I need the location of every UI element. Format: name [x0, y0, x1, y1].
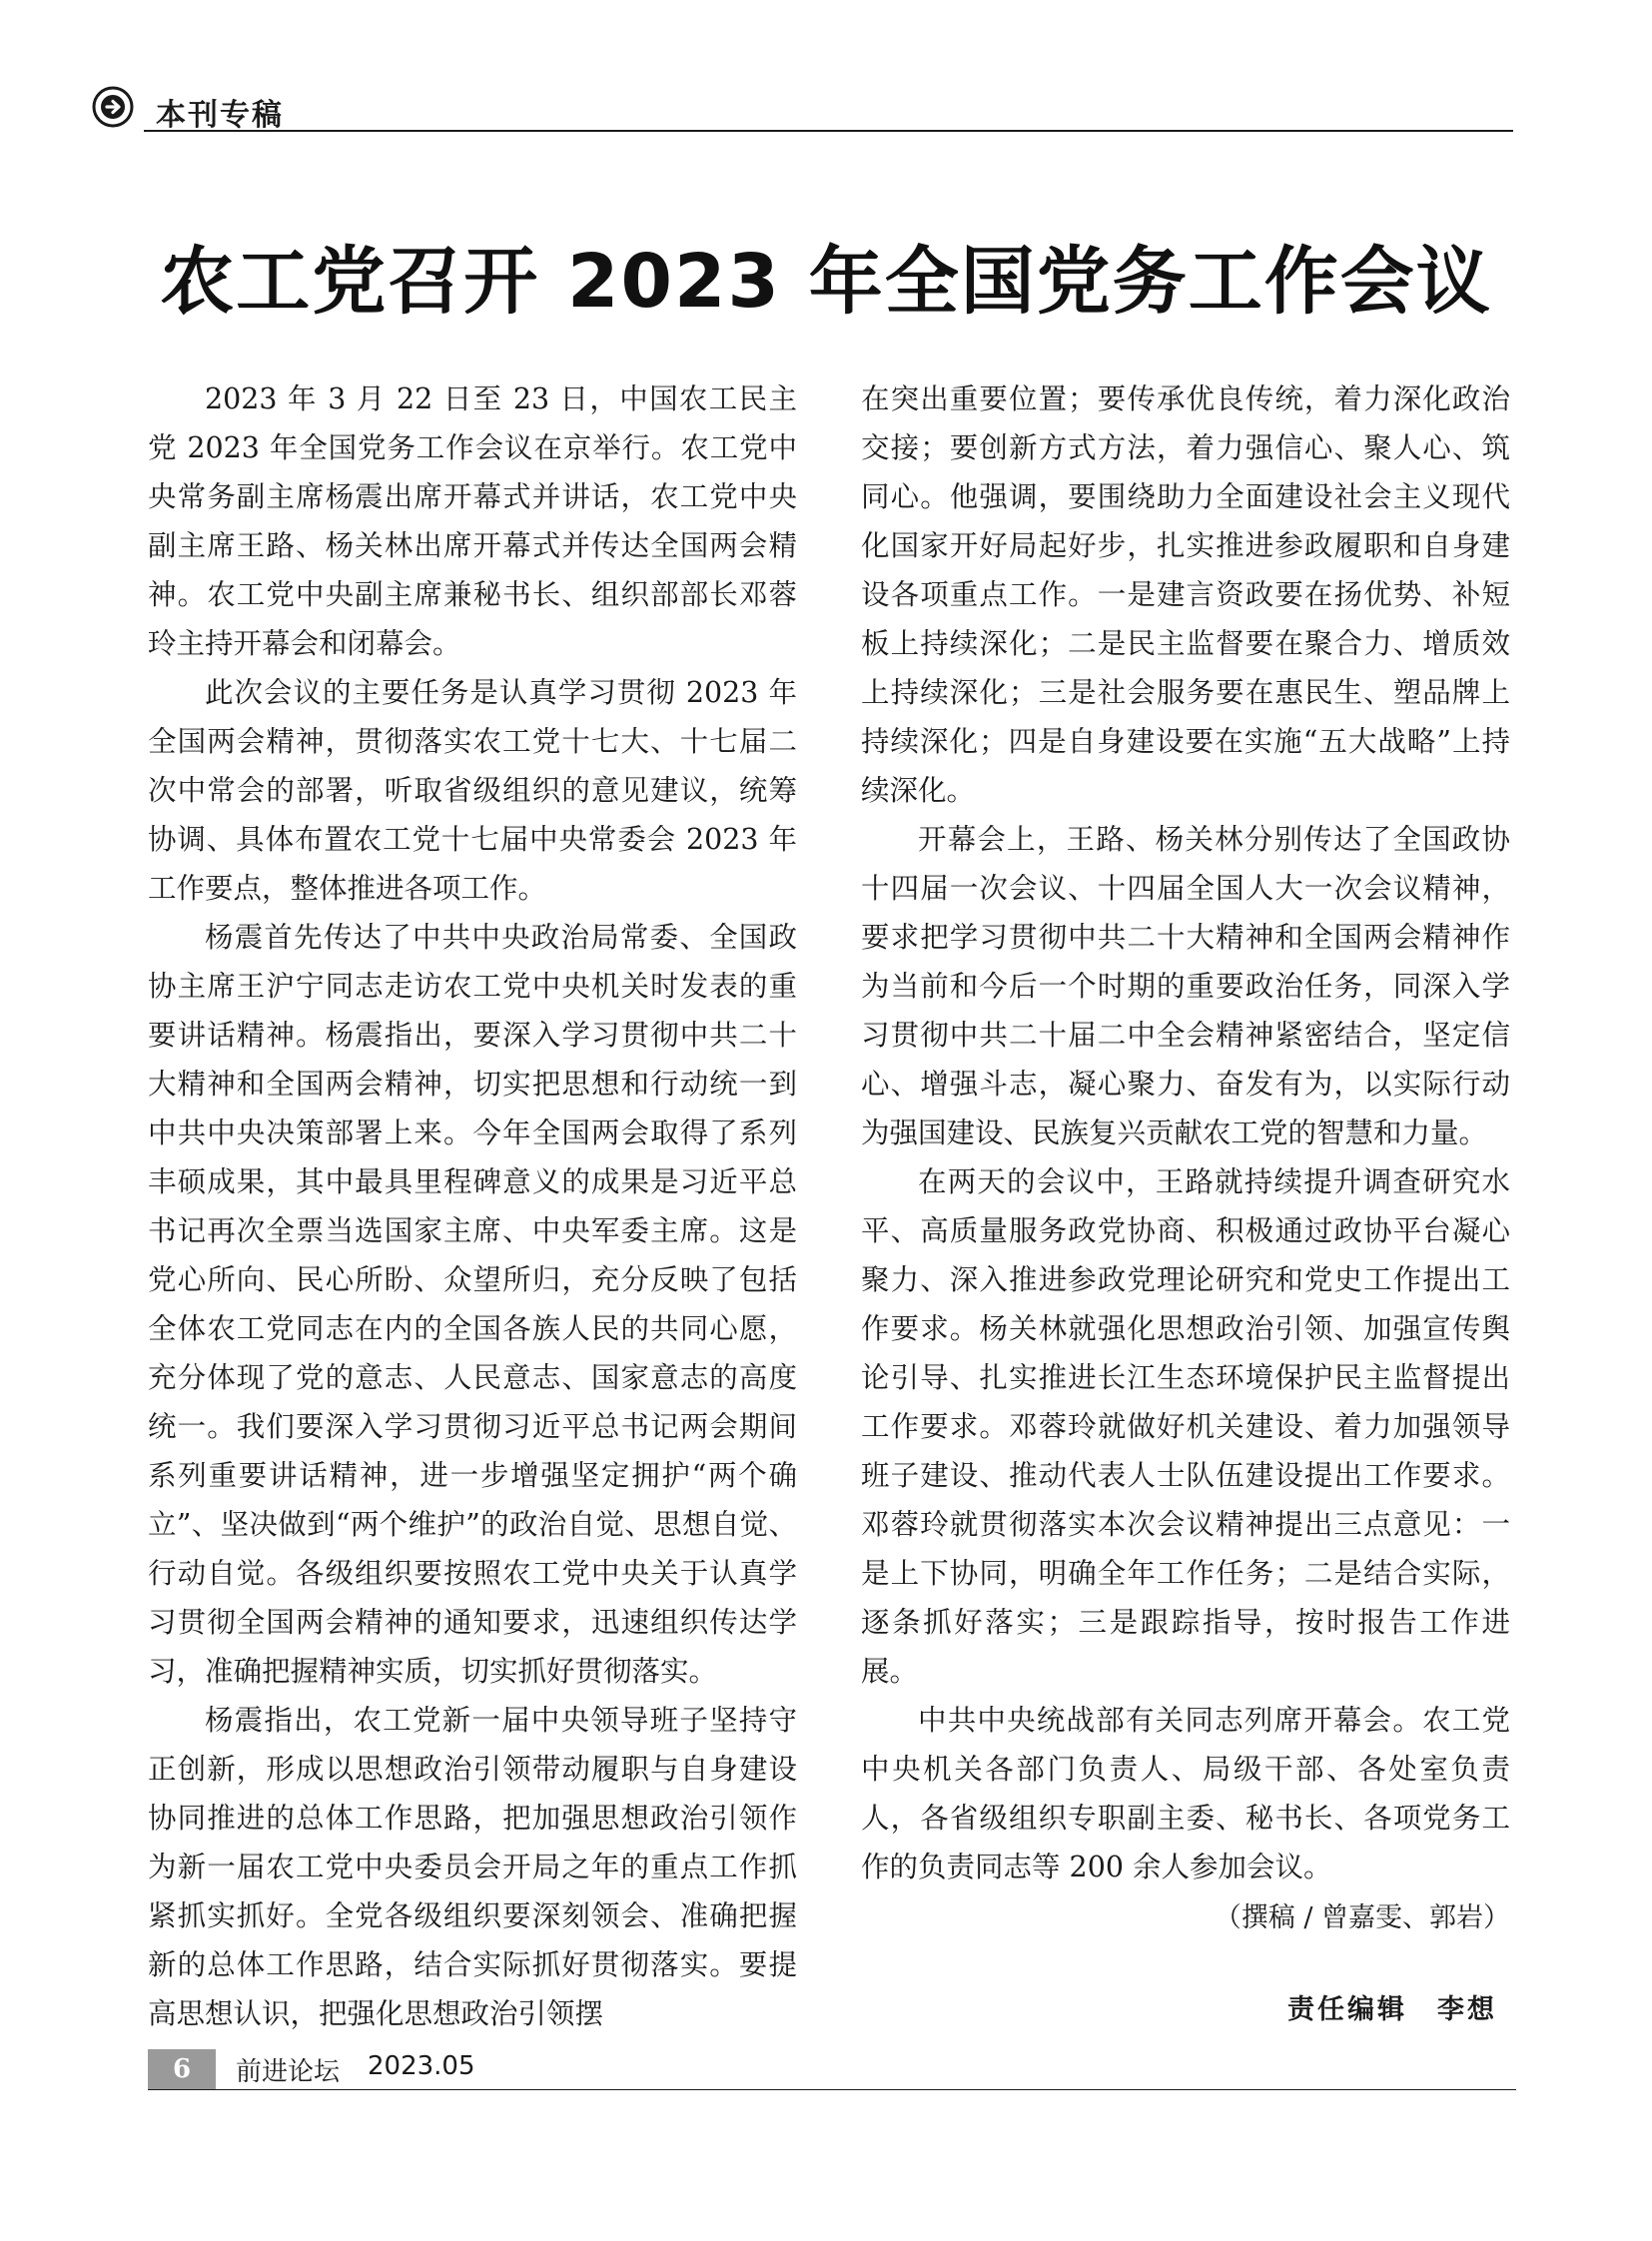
header-divider	[144, 130, 1513, 132]
paragraph: 开幕会上，王路、杨关林分别传达了全国政协十四届一次会议、十四届全国人大一次会议精神，要求把学习贯彻中共二十大精神和全国两会精神作为当前和今后一个时期的重要政治任务，同深入学习贯彻中共二十届二中全会精神紧密结合，坚定信心、增强斗志，凝心聚力、奋发有为，以实际行动为强国建设、民族复兴贡献农工党的智慧和力量。	[861, 823, 1510, 1149]
article-title: 农工党召开 2023 年全国党务工作会议	[160, 239, 1492, 325]
issue-number: 2023.05	[368, 2051, 475, 2081]
responsible-editor: 责任编辑 李想	[1287, 1994, 1497, 2025]
paragraph-continuation: 在突出重要位置；要传承优良传统，着力深化政治交接；要创新方式方法，着力强信心、聚人心、筑同心。他强调，要围绕助力全面建设社会主义现代化国家开好局起好步，扎实推进参政履职和自身建设各项重点工作。一是建言资政要在扬优势、补短板上持续深化；二是民主监督要在聚合力、增质效上持续深化；三是社会服务要在惠民生、塑品牌上持续深化；四是自身建设要在实施“五大战略”上持续深化。	[861, 382, 1510, 807]
byline-credit: （撰稿 / 曾嘉雯、郭岩）	[1214, 1902, 1510, 1933]
paragraph: 杨震首先传达了中共中央政治局常委、全国政协主席王沪宁同志走访农工党中央机关时发表的重要讲话精神。杨震指出，要深入学习贯彻中共二十大精神和全国两会精神，切实把思想和行动统一到中共中央决策部署上来。今年全国两会取得了系列丰硕成果，其中最具里程碑意义的成果是习近平总书记再次全票当选国家主席、中央军委主席。这是党心所向、民心所盼、众望所归，充分反映了包括全体农工党同志在内的全国各族人民的共同心愿，充分体现了党的意志、人民意志、国家意志的高度统一。我们要深入学习贯彻习近平总书记两会期间系列重要讲话精神，进一步增强坚定拥护“两个确立”、坚决做到“两个维护”的政治自觉、思想自觉、行动自觉。各级组织要按照农工党中央关于认真学习贯彻全国两会精神的通知要求，迅速组织传达学习，准确把握精神实质，切实抓好贯彻落实。	[148, 921, 797, 1688]
page-header	[92, 84, 1513, 132]
paragraph: 此次会议的主要任务是认真学习贯彻 2023 年全国两会精神，贯彻落实农工党十七大、十七届二次中常会的部署，听取省级组织的意见建议，统筹协调、具体布置农工党十七届中央常委会 2023 年工作要点，整体推进各项工作。	[148, 676, 797, 905]
article-right-column	[861, 374, 1510, 1942]
arrow-right-circle-icon	[92, 86, 134, 128]
paragraph: 杨震指出，农工党新一届中央领导班子坚持守正创新，形成以思想政治引领带动履职与自身建设协同推进的总体工作思路，把加强思想政治引领作为新一届农工党中央委员会开局之年的重点工作抓紧抓实抓好。全党各级组织要深刻领会、准确把握新的总体工作思路，结合实际抓好贯彻落实。要提高思想认识，把强化思想政治引领摆	[148, 1704, 797, 2030]
paragraph: 2023 年 3 月 22 日至 23 日，中国农工民主党 2023 年全国党务工作会议在京举行。农工党中央常务副主席杨震出席开幕式并讲话，农工党中央副主席王路、杨关林出席开幕式并传达全国两会精神。农工党中央副主席兼秘书长、组织部部长邓蓉玲主持开幕会和闭幕会。	[148, 382, 797, 660]
article-left-column	[148, 374, 797, 2038]
paragraph: 在两天的会议中，王路就持续提升调查研究水平、高质量服务政党协商、积极通过政协平台凝心聚力、深入推进参政党理论研究和党史工作提出工作要求。杨关林就强化思想政治引领、加强宣传舆论引导、扎实推进长江生态环境保护民主监督提出工作要求。邓蓉玲就做好机关建设、着力加强领导班子建设、推动代表人士队伍建设提出工作要求。邓蓉玲就贯彻落实本次会议精神提出三点意见：一是上下协同，明确全年工作任务；二是结合实际，逐条抓好落实；三是跟踪指导，按时报告工作进展。	[861, 1165, 1510, 1688]
footer-divider	[148, 2089, 1516, 2090]
section-label: 本刊专稿	[156, 98, 284, 133]
journal-name: 前进论坛	[236, 2057, 341, 2087]
paragraph: 中共中央统战部有关同志列席开幕会。农工党中央机关各部门负责人、局级干部、各处室负责人，各省级组织专职副主委、秘书长、各项党务工作的负责同志等 200 余人参加会议。	[861, 1704, 1510, 1883]
page-number: 6	[148, 2049, 216, 2089]
